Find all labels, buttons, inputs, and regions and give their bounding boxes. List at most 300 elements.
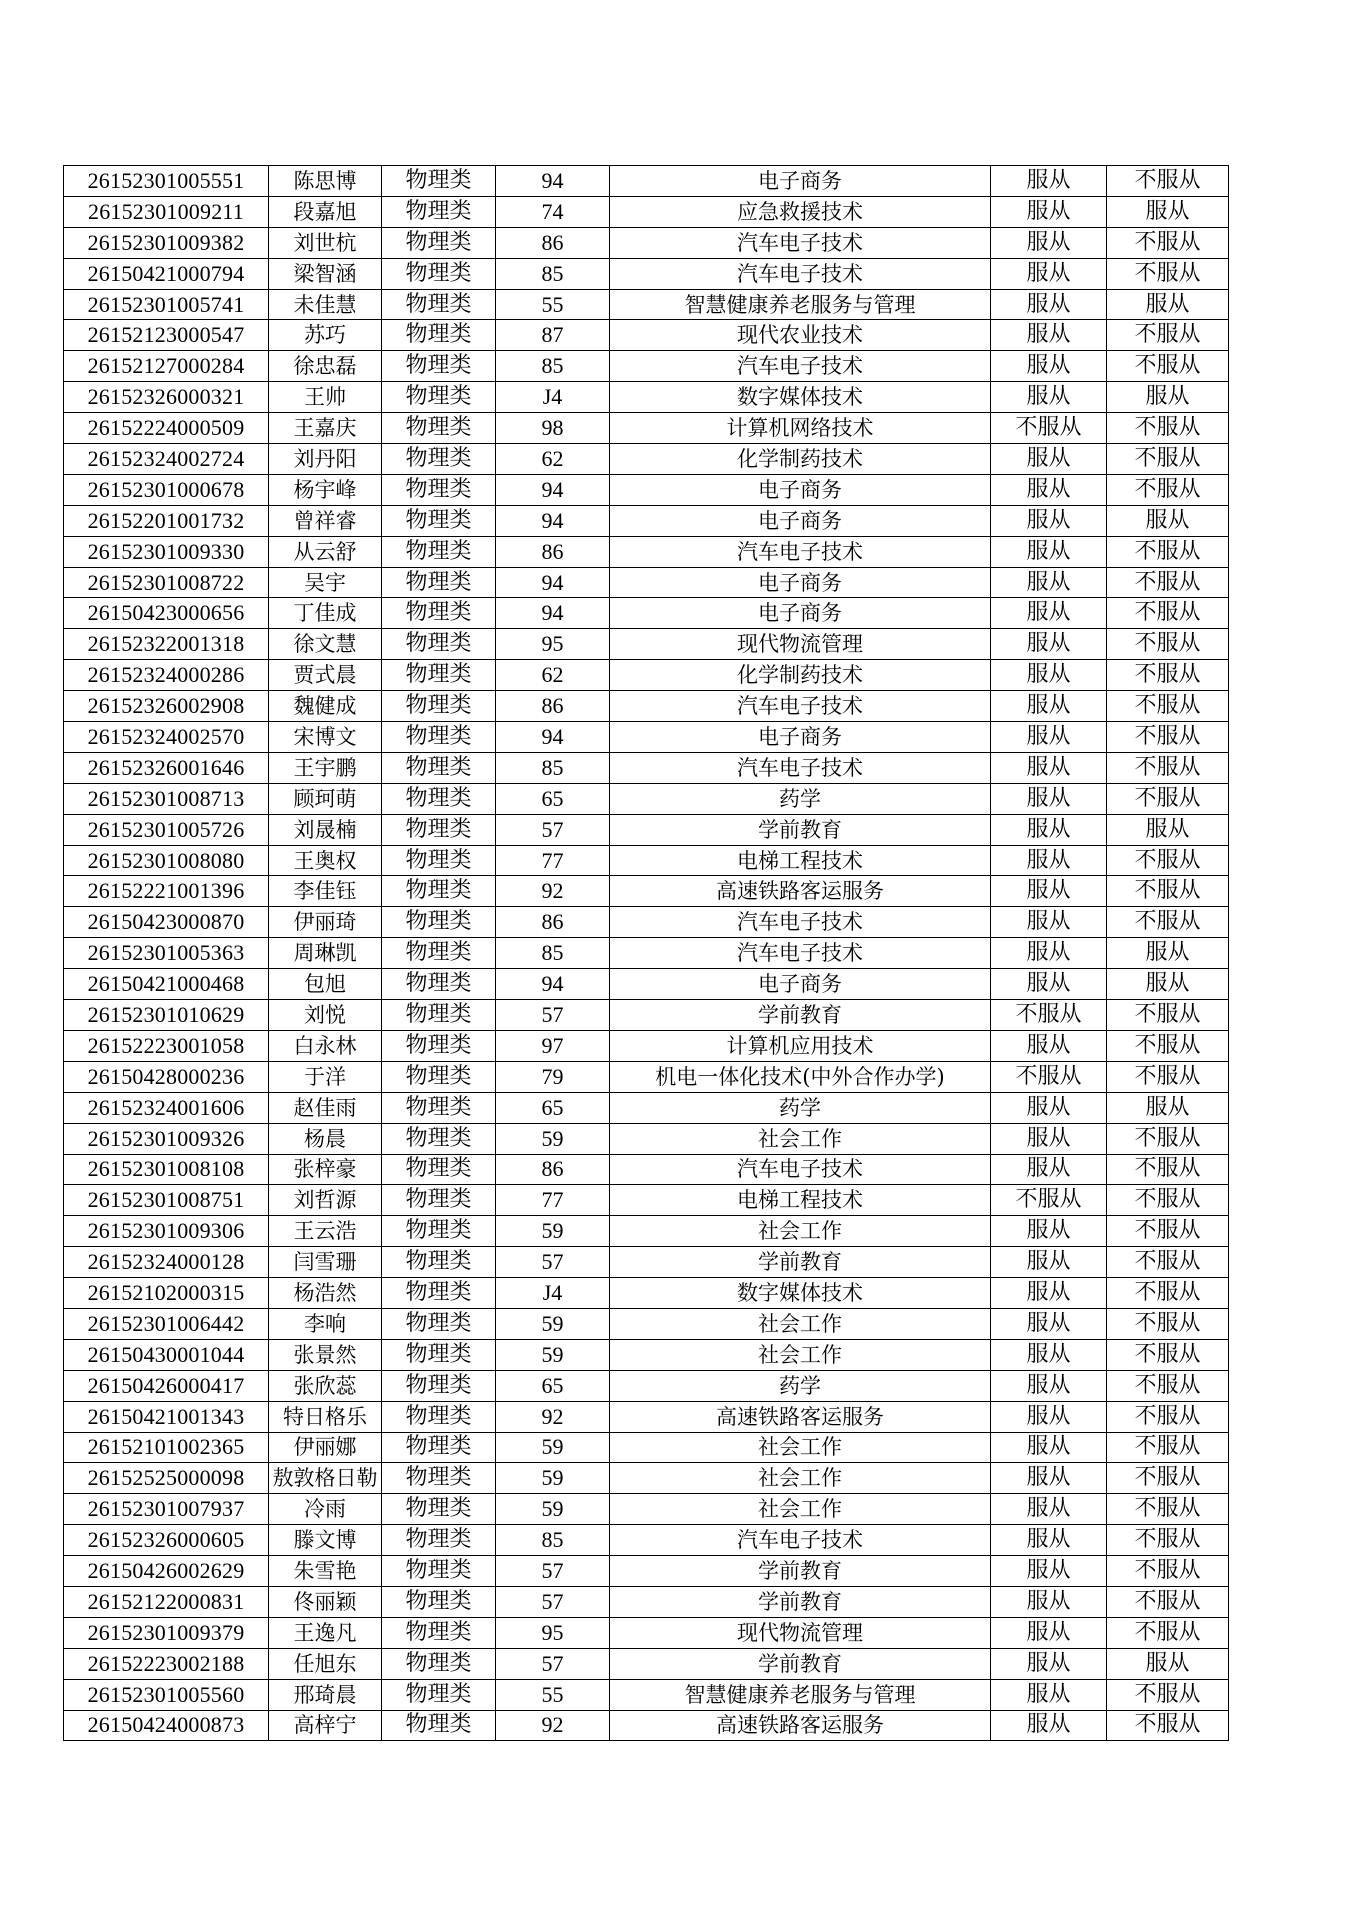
- cell-code: 95: [496, 1617, 610, 1648]
- cell-subject-category: 物理类: [382, 1061, 496, 1092]
- cell-subject-category: 物理类: [382, 1525, 496, 1556]
- cell-major: 汽车电子技术: [610, 258, 991, 289]
- cell-other-adjust: 不服从: [1107, 1432, 1229, 1463]
- cell-code: 62: [496, 660, 610, 691]
- cell-exam-id: 26150421000794: [64, 258, 269, 289]
- cell-student-name: 梁智涵: [269, 258, 382, 289]
- table-row: [64, 1586, 1229, 1617]
- cell-major-adjust: 不服从: [991, 1061, 1107, 1092]
- cell-subject-category: 物理类: [382, 227, 496, 258]
- cell-subject-category: 物理类: [382, 536, 496, 567]
- cell-exam-id: 26152301009306: [64, 1216, 269, 1247]
- cell-other-adjust: 不服从: [1107, 1401, 1229, 1432]
- cell-other-adjust: 不服从: [1107, 907, 1229, 938]
- cell-major-adjust: 服从: [991, 969, 1107, 1000]
- cell-major-adjust: 不服从: [991, 413, 1107, 444]
- table-row: [64, 166, 1229, 197]
- table-row: [64, 536, 1229, 567]
- cell-code: 57: [496, 1247, 610, 1278]
- cell-subject-category: 物理类: [382, 289, 496, 320]
- cell-subject-category: 物理类: [382, 382, 496, 413]
- cell-code: 94: [496, 598, 610, 629]
- table-row: [64, 1092, 1229, 1123]
- cell-major-adjust: 服从: [991, 598, 1107, 629]
- cell-major: 电梯工程技术: [610, 845, 991, 876]
- cell-student-name: 陈思博: [269, 166, 382, 197]
- cell-other-adjust: 不服从: [1107, 1000, 1229, 1031]
- cell-major-adjust: 不服从: [991, 1185, 1107, 1216]
- cell-student-name: 闫雪珊: [269, 1247, 382, 1278]
- cell-exam-id: 26152324000286: [64, 660, 269, 691]
- cell-major-adjust: 服从: [991, 1278, 1107, 1309]
- table-row: [64, 1030, 1229, 1061]
- cell-major: 汽车电子技术: [610, 351, 991, 382]
- cell-subject-category: 物理类: [382, 938, 496, 969]
- cell-code: 62: [496, 444, 610, 475]
- cell-other-adjust: 不服从: [1107, 1061, 1229, 1092]
- table-row: [64, 722, 1229, 753]
- table-row: [64, 660, 1229, 691]
- cell-major-adjust: 服从: [991, 320, 1107, 351]
- cell-other-adjust: 不服从: [1107, 567, 1229, 598]
- cell-subject-category: 物理类: [382, 1123, 496, 1154]
- cell-major: 应急救援技术: [610, 196, 991, 227]
- cell-major: 计算机应用技术: [610, 1030, 991, 1061]
- cell-other-adjust: 服从: [1107, 505, 1229, 536]
- cell-exam-id: 26152102000315: [64, 1278, 269, 1309]
- cell-other-adjust: 不服从: [1107, 1030, 1229, 1061]
- cell-student-name: 白永林: [269, 1030, 382, 1061]
- cell-exam-id: 26152322001318: [64, 629, 269, 660]
- cell-exam-id: 26152224000509: [64, 413, 269, 444]
- cell-student-name: 苏巧: [269, 320, 382, 351]
- cell-student-name: 王逸凡: [269, 1617, 382, 1648]
- cell-other-adjust: 不服从: [1107, 1339, 1229, 1370]
- cell-code: 94: [496, 505, 610, 536]
- table-row: [64, 1556, 1229, 1587]
- cell-other-adjust: 不服从: [1107, 1185, 1229, 1216]
- cell-other-adjust: 不服从: [1107, 1525, 1229, 1556]
- cell-exam-id: 26152301005726: [64, 814, 269, 845]
- cell-major-adjust: 服从: [991, 938, 1107, 969]
- cell-other-adjust: 不服从: [1107, 444, 1229, 475]
- cell-major: 药学: [610, 1092, 991, 1123]
- cell-major-adjust: 服从: [991, 1339, 1107, 1370]
- cell-exam-id: 26152223002188: [64, 1648, 269, 1679]
- cell-major: 汽车电子技术: [610, 752, 991, 783]
- cell-other-adjust: 不服从: [1107, 1710, 1229, 1741]
- cell-subject-category: 物理类: [382, 814, 496, 845]
- table-row: [64, 1494, 1229, 1525]
- cell-major: 学前教育: [610, 814, 991, 845]
- cell-major-adjust: 服从: [991, 1525, 1107, 1556]
- cell-subject-category: 物理类: [382, 1339, 496, 1370]
- table-row: [64, 351, 1229, 382]
- cell-subject-category: 物理类: [382, 752, 496, 783]
- cell-student-name: 顾珂萌: [269, 783, 382, 814]
- cell-code: 79: [496, 1061, 610, 1092]
- table-row: [64, 474, 1229, 505]
- cell-major-adjust: 服从: [991, 1401, 1107, 1432]
- cell-major: 汽车电子技术: [610, 1525, 991, 1556]
- cell-student-name: 刘丹阳: [269, 444, 382, 475]
- cell-other-adjust: 服从: [1107, 1648, 1229, 1679]
- cell-major: 学前教育: [610, 1247, 991, 1278]
- cell-other-adjust: 不服从: [1107, 1494, 1229, 1525]
- cell-subject-category: 物理类: [382, 598, 496, 629]
- cell-student-name: 徐文慧: [269, 629, 382, 660]
- cell-exam-id: 26152301008751: [64, 1185, 269, 1216]
- cell-exam-id: 26152101002365: [64, 1432, 269, 1463]
- cell-major: 社会工作: [610, 1216, 991, 1247]
- cell-exam-id: 26152301009326: [64, 1123, 269, 1154]
- cell-exam-id: 26152301005741: [64, 289, 269, 320]
- table-row: [64, 1339, 1229, 1370]
- cell-code: 85: [496, 351, 610, 382]
- cell-major-adjust: 服从: [991, 196, 1107, 227]
- cell-exam-id: 26150423000870: [64, 907, 269, 938]
- cell-code: 77: [496, 1185, 610, 1216]
- cell-major-adjust: 服从: [991, 660, 1107, 691]
- cell-student-name: 从云舒: [269, 536, 382, 567]
- cell-subject-category: 物理类: [382, 1432, 496, 1463]
- cell-major: 社会工作: [610, 1494, 991, 1525]
- cell-code: 59: [496, 1339, 610, 1370]
- cell-exam-id: 26152324000128: [64, 1247, 269, 1278]
- cell-subject-category: 物理类: [382, 413, 496, 444]
- cell-major-adjust: 服从: [991, 567, 1107, 598]
- cell-code: 85: [496, 1525, 610, 1556]
- cell-major: 智慧健康养老服务与管理: [610, 1679, 991, 1710]
- cell-major-adjust: 服从: [991, 1154, 1107, 1185]
- cell-exam-id: 26152127000284: [64, 351, 269, 382]
- cell-code: 85: [496, 752, 610, 783]
- cell-code: 55: [496, 289, 610, 320]
- cell-other-adjust: 服从: [1107, 196, 1229, 227]
- cell-major-adjust: 服从: [991, 1216, 1107, 1247]
- cell-subject-category: 物理类: [382, 907, 496, 938]
- cell-exam-id: 26150424000873: [64, 1710, 269, 1741]
- cell-major: 电子商务: [610, 567, 991, 598]
- cell-subject-category: 物理类: [382, 1308, 496, 1339]
- cell-code: 59: [496, 1216, 610, 1247]
- cell-code: 94: [496, 722, 610, 753]
- cell-student-name: 刘世杭: [269, 227, 382, 258]
- table-row: [64, 1185, 1229, 1216]
- cell-exam-id: 26152324002570: [64, 722, 269, 753]
- table-row: [64, 1463, 1229, 1494]
- cell-major: 汽车电子技术: [610, 907, 991, 938]
- cell-student-name: 包旭: [269, 969, 382, 1000]
- cell-major-adjust: 服从: [991, 1370, 1107, 1401]
- cell-exam-id: 26152301009211: [64, 196, 269, 227]
- cell-major-adjust: 服从: [991, 845, 1107, 876]
- cell-student-name: 王奥权: [269, 845, 382, 876]
- cell-major-adjust: 不服从: [991, 1000, 1107, 1031]
- cell-major-adjust: 服从: [991, 1247, 1107, 1278]
- cell-code: 94: [496, 474, 610, 505]
- cell-major-adjust: 服从: [991, 166, 1107, 197]
- cell-student-name: 李响: [269, 1308, 382, 1339]
- cell-exam-id: 26150423000656: [64, 598, 269, 629]
- cell-student-name: 未佳慧: [269, 289, 382, 320]
- cell-code: 57: [496, 814, 610, 845]
- cell-student-name: 特日格乐: [269, 1401, 382, 1432]
- cell-exam-id: 26152301009379: [64, 1617, 269, 1648]
- table-row: [64, 1154, 1229, 1185]
- cell-subject-category: 物理类: [382, 1710, 496, 1741]
- cell-code: 57: [496, 1648, 610, 1679]
- table-row: [64, 1710, 1229, 1741]
- cell-other-adjust: 服从: [1107, 938, 1229, 969]
- cell-exam-id: 26152324002724: [64, 444, 269, 475]
- cell-major: 汽车电子技术: [610, 938, 991, 969]
- table-row: [64, 567, 1229, 598]
- cell-other-adjust: 服从: [1107, 1092, 1229, 1123]
- table-body: [64, 166, 1229, 1741]
- cell-other-adjust: 不服从: [1107, 876, 1229, 907]
- cell-subject-category: 物理类: [382, 1586, 496, 1617]
- cell-code: J4: [496, 382, 610, 413]
- cell-subject-category: 物理类: [382, 1679, 496, 1710]
- cell-other-adjust: 不服从: [1107, 1463, 1229, 1494]
- cell-major-adjust: 服从: [991, 1494, 1107, 1525]
- cell-exam-id: 26152326000605: [64, 1525, 269, 1556]
- cell-student-name: 赵佳雨: [269, 1092, 382, 1123]
- cell-student-name: 魏健成: [269, 691, 382, 722]
- table-row: [64, 1370, 1229, 1401]
- cell-student-name: 段嘉旭: [269, 196, 382, 227]
- cell-student-name: 伊丽琦: [269, 907, 382, 938]
- cell-code: J4: [496, 1278, 610, 1309]
- cell-other-adjust: 服从: [1107, 814, 1229, 845]
- table-row: [64, 289, 1229, 320]
- cell-exam-id: 26152301005363: [64, 938, 269, 969]
- cell-exam-id: 26152324001606: [64, 1092, 269, 1123]
- cell-code: 86: [496, 1154, 610, 1185]
- cell-subject-category: 物理类: [382, 1278, 496, 1309]
- cell-exam-id: 26152525000098: [64, 1463, 269, 1494]
- cell-other-adjust: 不服从: [1107, 1556, 1229, 1587]
- cell-exam-id: 26152301000678: [64, 474, 269, 505]
- cell-subject-category: 物理类: [382, 166, 496, 197]
- cell-exam-id: 26152326001646: [64, 752, 269, 783]
- table-row: [64, 1000, 1229, 1031]
- cell-major-adjust: 服从: [991, 1586, 1107, 1617]
- cell-subject-category: 物理类: [382, 1247, 496, 1278]
- cell-major: 数字媒体技术: [610, 1278, 991, 1309]
- table-row: [64, 938, 1229, 969]
- cell-code: 59: [496, 1494, 610, 1525]
- table-row: [64, 1432, 1229, 1463]
- cell-code: 98: [496, 413, 610, 444]
- cell-exam-id: 26152301005560: [64, 1679, 269, 1710]
- table-row: [64, 196, 1229, 227]
- cell-subject-category: 物理类: [382, 1401, 496, 1432]
- cell-major-adjust: 服从: [991, 876, 1107, 907]
- cell-exam-id: 26152301010629: [64, 1000, 269, 1031]
- cell-student-name: 徐忠磊: [269, 351, 382, 382]
- table-row: [64, 783, 1229, 814]
- cell-exam-id: 26150428000236: [64, 1061, 269, 1092]
- cell-code: 92: [496, 1401, 610, 1432]
- cell-major: 汽车电子技术: [610, 227, 991, 258]
- cell-code: 65: [496, 783, 610, 814]
- cell-code: 94: [496, 567, 610, 598]
- cell-exam-id: 26152301007937: [64, 1494, 269, 1525]
- table-row: [64, 1308, 1229, 1339]
- table-row: [64, 814, 1229, 845]
- cell-exam-id: 26152301008722: [64, 567, 269, 598]
- cell-subject-category: 物理类: [382, 258, 496, 289]
- cell-student-name: 高梓宁: [269, 1710, 382, 1741]
- cell-code: 65: [496, 1370, 610, 1401]
- cell-major: 社会工作: [610, 1123, 991, 1154]
- cell-other-adjust: 不服从: [1107, 413, 1229, 444]
- cell-subject-category: 物理类: [382, 969, 496, 1000]
- cell-other-adjust: 不服从: [1107, 166, 1229, 197]
- cell-major: 社会工作: [610, 1463, 991, 1494]
- table-row: [64, 1648, 1229, 1679]
- cell-student-name: 邢琦晨: [269, 1679, 382, 1710]
- cell-exam-id: 26152301008080: [64, 845, 269, 876]
- cell-code: 59: [496, 1308, 610, 1339]
- cell-exam-id: 26152301005551: [64, 166, 269, 197]
- cell-subject-category: 物理类: [382, 1463, 496, 1494]
- cell-student-name: 丁佳成: [269, 598, 382, 629]
- table-row: [64, 1061, 1229, 1092]
- admission-table: [63, 165, 1229, 1741]
- cell-major: 电子商务: [610, 722, 991, 753]
- cell-major-adjust: 服从: [991, 907, 1107, 938]
- cell-major-adjust: 服从: [991, 783, 1107, 814]
- cell-major: 汽车电子技术: [610, 536, 991, 567]
- cell-other-adjust: 不服从: [1107, 1679, 1229, 1710]
- cell-subject-category: 物理类: [382, 1556, 496, 1587]
- cell-other-adjust: 不服从: [1107, 1247, 1229, 1278]
- cell-major-adjust: 服从: [991, 1679, 1107, 1710]
- cell-major: 学前教育: [610, 1586, 991, 1617]
- cell-subject-category: 物理类: [382, 629, 496, 660]
- table-row: [64, 1123, 1229, 1154]
- table-row: [64, 969, 1229, 1000]
- cell-major: 电梯工程技术: [610, 1185, 991, 1216]
- table-row: [64, 752, 1229, 783]
- cell-major: 电子商务: [610, 598, 991, 629]
- table-row: [64, 320, 1229, 351]
- cell-major-adjust: 服从: [991, 227, 1107, 258]
- cell-other-adjust: 不服从: [1107, 691, 1229, 722]
- cell-subject-category: 物理类: [382, 660, 496, 691]
- cell-major-adjust: 服从: [991, 258, 1107, 289]
- cell-other-adjust: 不服从: [1107, 1154, 1229, 1185]
- table-row: [64, 629, 1229, 660]
- cell-student-name: 曾祥睿: [269, 505, 382, 536]
- cell-major: 药学: [610, 783, 991, 814]
- cell-exam-id: 26152301006442: [64, 1308, 269, 1339]
- cell-major-adjust: 服从: [991, 382, 1107, 413]
- table-row: [64, 1216, 1229, 1247]
- cell-subject-category: 物理类: [382, 1154, 496, 1185]
- cell-code: 59: [496, 1432, 610, 1463]
- cell-major-adjust: 服从: [991, 814, 1107, 845]
- cell-exam-id: 26152326000321: [64, 382, 269, 413]
- cell-other-adjust: 服从: [1107, 969, 1229, 1000]
- table-row: [64, 1679, 1229, 1710]
- cell-code: 77: [496, 845, 610, 876]
- cell-other-adjust: 不服从: [1107, 845, 1229, 876]
- cell-major-adjust: 服从: [991, 752, 1107, 783]
- cell-student-name: 朱雪艳: [269, 1556, 382, 1587]
- cell-major: 社会工作: [610, 1432, 991, 1463]
- cell-major: 电子商务: [610, 505, 991, 536]
- table-row: [64, 1278, 1229, 1309]
- cell-major: 社会工作: [610, 1308, 991, 1339]
- table-row: [64, 227, 1229, 258]
- cell-other-adjust: 不服从: [1107, 783, 1229, 814]
- cell-student-name: 伊丽娜: [269, 1432, 382, 1463]
- table-row: [64, 444, 1229, 475]
- cell-other-adjust: 不服从: [1107, 1586, 1229, 1617]
- cell-other-adjust: 不服从: [1107, 1216, 1229, 1247]
- cell-major: 汽车电子技术: [610, 691, 991, 722]
- cell-code: 95: [496, 629, 610, 660]
- cell-major: 电子商务: [610, 166, 991, 197]
- cell-code: 94: [496, 166, 610, 197]
- cell-exam-id: 26152223001058: [64, 1030, 269, 1061]
- cell-major-adjust: 服从: [991, 691, 1107, 722]
- cell-code: 86: [496, 691, 610, 722]
- cell-student-name: 佟丽颖: [269, 1586, 382, 1617]
- cell-major: 智慧健康养老服务与管理: [610, 289, 991, 320]
- cell-subject-category: 物理类: [382, 1370, 496, 1401]
- cell-student-name: 杨浩然: [269, 1278, 382, 1309]
- table-row: [64, 258, 1229, 289]
- cell-major-adjust: 服从: [991, 1308, 1107, 1339]
- cell-major-adjust: 服从: [991, 1030, 1107, 1061]
- cell-subject-category: 物理类: [382, 722, 496, 753]
- cell-subject-category: 物理类: [382, 845, 496, 876]
- cell-major-adjust: 服从: [991, 351, 1107, 382]
- cell-major: 现代物流管理: [610, 1617, 991, 1648]
- cell-major: 高速铁路客运服务: [610, 1401, 991, 1432]
- cell-major-adjust: 服从: [991, 505, 1107, 536]
- cell-exam-id: 26152201001732: [64, 505, 269, 536]
- cell-major: 化学制药技术: [610, 660, 991, 691]
- cell-student-name: 刘悦: [269, 1000, 382, 1031]
- table-row: [64, 505, 1229, 536]
- cell-major: 电子商务: [610, 969, 991, 1000]
- cell-student-name: 王宇鹏: [269, 752, 382, 783]
- cell-exam-id: 26152301009382: [64, 227, 269, 258]
- cell-subject-category: 物理类: [382, 567, 496, 598]
- cell-exam-id: 26150430001044: [64, 1339, 269, 1370]
- cell-other-adjust: 不服从: [1107, 1617, 1229, 1648]
- table-row: [64, 1401, 1229, 1432]
- cell-code: 57: [496, 1556, 610, 1587]
- cell-major: 学前教育: [610, 1648, 991, 1679]
- cell-student-name: 刘哲源: [269, 1185, 382, 1216]
- cell-major-adjust: 服从: [991, 1710, 1107, 1741]
- cell-major: 现代农业技术: [610, 320, 991, 351]
- cell-major-adjust: 服从: [991, 1092, 1107, 1123]
- cell-subject-category: 物理类: [382, 691, 496, 722]
- cell-other-adjust: 不服从: [1107, 320, 1229, 351]
- cell-other-adjust: 不服从: [1107, 752, 1229, 783]
- cell-student-name: 刘晟楠: [269, 814, 382, 845]
- cell-student-name: 宋博文: [269, 722, 382, 753]
- cell-student-name: 滕文博: [269, 1525, 382, 1556]
